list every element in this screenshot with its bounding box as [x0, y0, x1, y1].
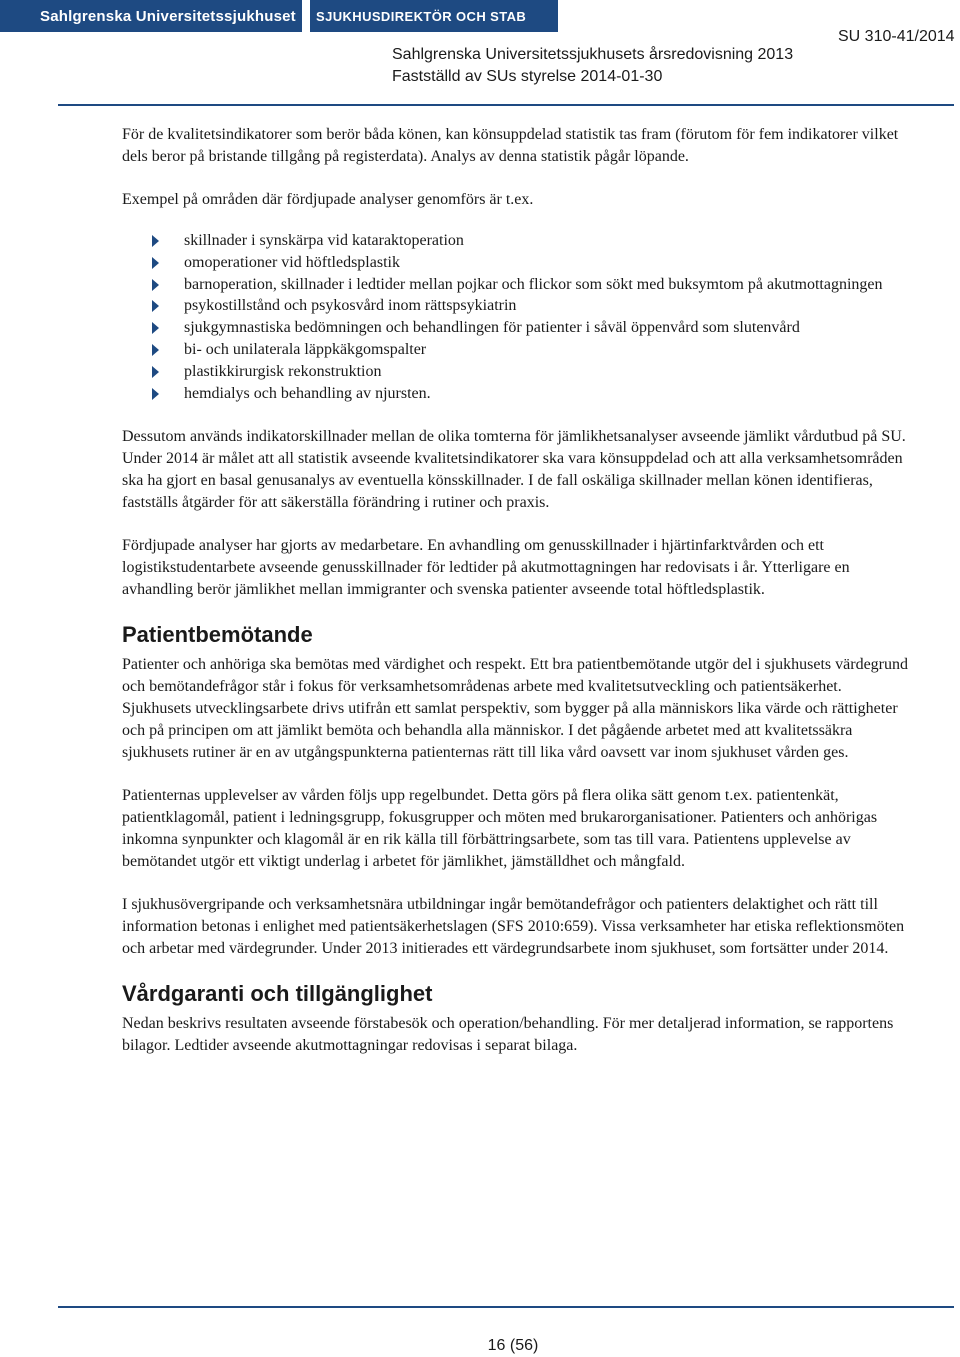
triangle-bullet-icon — [152, 322, 159, 334]
page-number: 16 (56) — [487, 1337, 539, 1354]
brand-name: Sahlgrenska Universitetssjukhuset — [40, 7, 296, 25]
triangle-bullet-icon — [152, 344, 159, 356]
list-item: plastikkirurgisk rekonstruktion — [122, 361, 912, 383]
brand-divider — [302, 0, 310, 32]
document-number: SU 310-41/2014 — [838, 28, 955, 45]
list-item: skillnader i synskärpa vid kataraktoperation — [122, 230, 912, 252]
triangle-bullet-icon — [152, 279, 159, 291]
brand-department: SJUKHUSDIREKTÖR OCH STAB — [316, 8, 527, 24]
paragraph-indicator-differences: Dessutom används indikatorskillnader mellan de olika tomterna för jämlikhetsanalyser avseende jämlikt vårdutbud på SU. Under 2014 är målet att all statistik avseende kvalitetsindikatorer ska vara könsuppdelad och att alla verksamhetsområden ska ha gjort en basal genusanalys av eventuella könsskillnader. I de fall oskäliga skillnader mellan könen identifieras, fastställs åtgärder för att säkerställa förändring i rutiner och praxis. — [122, 428, 906, 511]
brand-bar — [0, 0, 558, 32]
list-item: omoperationer vid höftledsplastik — [122, 252, 912, 274]
paragraph-patient-dignity: Patienter och anhöriga ska bemötas med värdighet och respekt. Ett bra patientbemötande utgör del i sjukhusets värdegrund och bemötandefrågor står i fokus för verksamhetsområdenas arbete med kvalitetsutveckling och patientsäkerhet. Sjukhusets utvecklingsarbete drivs utifrån ett samlat perspektiv, som bygger på alla människors lika värde och rättigheter och på principen om att jämlikt bemöta och behandla alla människor. I det pågående arbetet med att kvalitetssäkra sjukhusets rutiner är en av utgångspunkterna patienternas rätt till lika vård oavsett var inom sjukhuset vården ges. — [122, 656, 908, 761]
list-item: psykostillstånd och psykosvård inom rättspsykiatrin — [122, 295, 912, 317]
header-rule — [58, 104, 954, 106]
page-content — [122, 124, 912, 1079]
report-title: Sahlgrenska Universitetssjukhusets årsredovisning 2013 — [392, 46, 794, 63]
analysis-examples-list — [122, 230, 912, 404]
paragraph-patient-experience: Patienternas upplevelser av vården följs upp regelbundet. Detta görs på flera olika sätt genom t.ex. patientenkät, patientklagomål, patient i ledningsgrupp, fokusgrupper och möten med brukarorganisationer. Patienters och anhörigas inkomna synpunkter och klagomål är en rik källa till förbättringsarbete, som tas till vara. Patientens upplevelse av bemötandet utgör ett viktigt underlag i arbetet för jämlikhet, jämställdhet och mångfald. — [122, 787, 878, 870]
footer-rule — [58, 1306, 954, 1308]
list-item: hemdialys och behandling av njursten. — [122, 383, 912, 405]
paragraph-results: Nedan beskrivs resultaten avseende förstabesök och operation/behandling. För mer detaljerad information, se rapportens bilagor. Ledtider avseende akutmottagningar redovisas i separat bilaga. — [122, 1015, 894, 1055]
triangle-bullet-icon — [152, 300, 159, 312]
list-item: bi- och unilaterala läppkäkgomspalter — [122, 339, 912, 361]
heading-patientbemotande: Patientbemötande — [122, 622, 313, 648]
list-item: sjukgymnastiska bedömningen och behandlingen för patienter i såväl öppenvård som slutenvård — [122, 317, 912, 339]
paragraph-training: I sjukhusövergripande och verksamhetsnära utbildningar ingår bemötandefrågor och patienters delaktighet och rätt till information betonas i enlighet med patientsäkerhetslagen (SFS 2010:659). Vissa verksamheter har etiska reflektionsmöten och arbetar med värdegrunder. Under 2013 initierades ett värdegrundsarbete inom sjukhuset, som fortsätter under 2014. — [122, 896, 905, 957]
triangle-bullet-icon — [152, 235, 159, 247]
list-item: barnoperation, skillnader i ledtider mellan pojkar och flickor som sökt med buksymtom på akutmottagningen — [122, 274, 912, 296]
paragraph-deep-analyses: Fördjupade analyser har gjorts av medarbetare. En avhandling om genusskillnader i hjärtinfarktvården och ett logistikstudentarbete avseende genusskillnader för ledtider på akutmottagningen har redovisats i år. Ytterligare en avhandling berör jämlikhet mellan immigranter och svenska patienter avseende total höftledsplastik. — [122, 537, 850, 598]
triangle-bullet-icon — [152, 366, 159, 378]
report-date: Fastställd av SUs styrelse 2014-01-30 — [392, 68, 663, 85]
paragraph-examples-intro: Exempel på områden där fördjupade analyser genomförs är t.ex. — [122, 191, 534, 209]
paragraph-statistics: För de kvalitetsindikatorer som berör båda könen, kan könsuppdelad statistik tas fram (förutom för fem indikatorer vilket dels beror på bristande tillgång på registerdata). Analys av denna statistik pågår löpande. — [122, 126, 899, 165]
triangle-bullet-icon — [152, 257, 159, 269]
triangle-bullet-icon — [152, 388, 159, 400]
heading-vardgaranti: Vårdgaranti och tillgänglighet — [122, 981, 433, 1007]
